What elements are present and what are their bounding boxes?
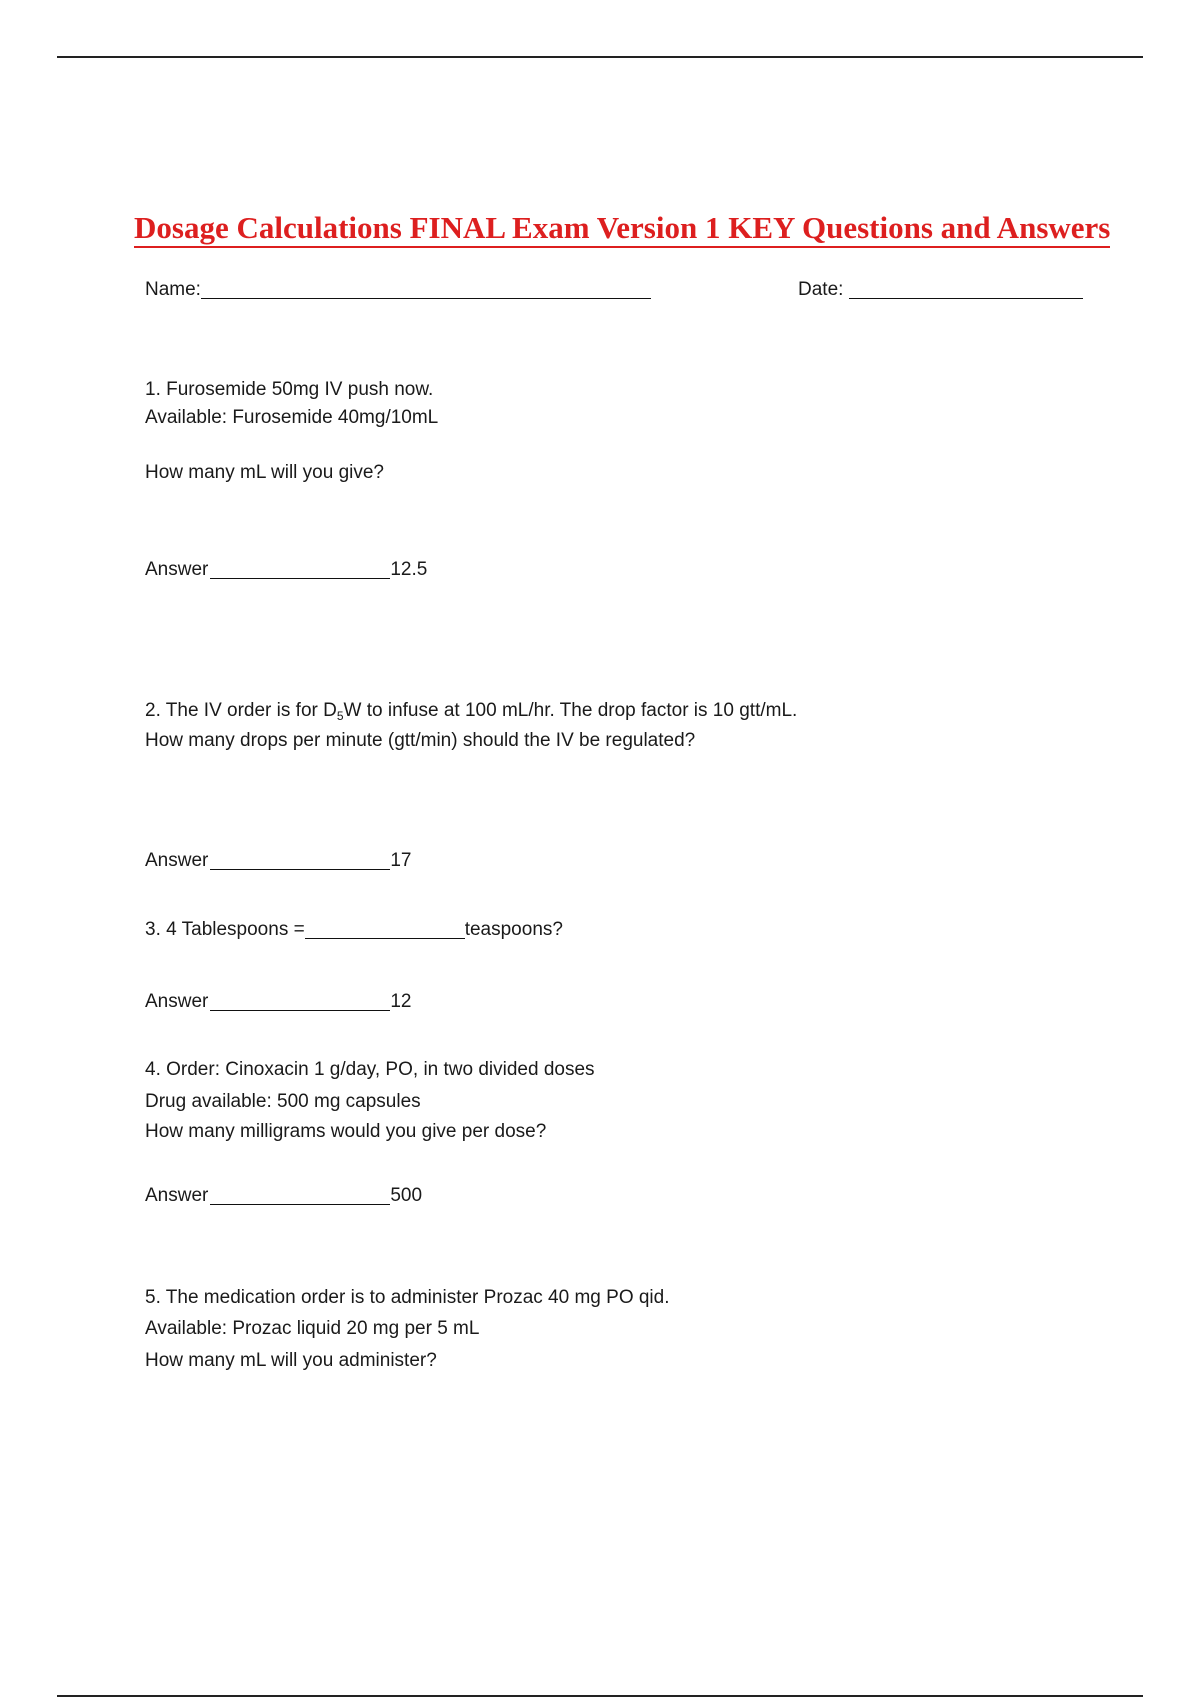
question-5-line-3: How many mL will you administer? [145, 1350, 437, 1371]
answer-value: 500 [390, 1185, 423, 1206]
answer-label: Answer [145, 991, 209, 1012]
question-5-line-1: 5. The medication order is to administer Prozac 40 mg PO qid. [145, 1287, 670, 1308]
question-4-line-2: Drug available: 500 mg capsules [145, 1091, 421, 1112]
answer-label: Answer [145, 559, 209, 580]
answer-blank[interactable] [210, 577, 390, 579]
question-4-line-1: 4. Order: Cinoxacin 1 g/day, PO, in two divided doses [145, 1059, 595, 1080]
question-1-line-1: 1. Furosemide 50mg IV push now. [145, 379, 434, 400]
question-3-line-1 [145, 920, 563, 939]
date-label: Date: [798, 279, 844, 300]
document-title: Dosage Calculations FINAL Exam Version 1 KEY Questions and Answers [134, 212, 1110, 248]
question-2-line-1 [145, 701, 797, 722]
question-2-line-1-b: W to infuse at 100 mL/hr. The drop factor is 10 gtt/mL. [343, 700, 798, 721]
question-4-answer[interactable] [145, 1185, 422, 1207]
answer-label: Answer [145, 850, 209, 871]
question-1-line-3: How many mL will you give? [145, 462, 384, 483]
answer-label: Answer [145, 1185, 209, 1206]
name-label: Name: [145, 279, 201, 300]
question-5-line-2: Available: Prozac liquid 20 mg per 5 mL [145, 1318, 480, 1339]
question-3-blank[interactable] [305, 937, 465, 939]
question-2-answer[interactable] [145, 850, 412, 872]
subscript: 5 [336, 709, 344, 723]
answer-blank[interactable] [210, 1009, 390, 1011]
answer-value: 17 [390, 850, 412, 871]
question-1-line-2: Available: Furosemide 40mg/10mL [145, 407, 439, 428]
question-3-line-1-a: 3. 4 Tablespoons = [145, 919, 305, 940]
answer-blank[interactable] [210, 868, 390, 870]
question-3-line-1-b: teaspoons? [464, 919, 563, 940]
name-blank[interactable] [201, 297, 651, 299]
question-2-line-2: How many drops per minute (gtt/min) should the IV be regulated? [145, 730, 696, 751]
question-1-answer[interactable] [145, 559, 427, 581]
question-3-answer[interactable] [145, 991, 412, 1013]
question-4-line-3: How many milligrams would you give per dose? [145, 1121, 547, 1142]
top-rule [57, 56, 1143, 58]
bottom-rule [57, 1695, 1143, 1697]
name-field[interactable] [145, 279, 651, 301]
question-2-line-1-a: 2. The IV order is for D [145, 700, 337, 721]
date-field[interactable] [798, 279, 1083, 301]
answer-value: 12 [390, 991, 412, 1012]
answer-value: 12.5 [390, 559, 428, 580]
date-blank[interactable] [849, 297, 1083, 299]
answer-blank[interactable] [210, 1203, 390, 1205]
